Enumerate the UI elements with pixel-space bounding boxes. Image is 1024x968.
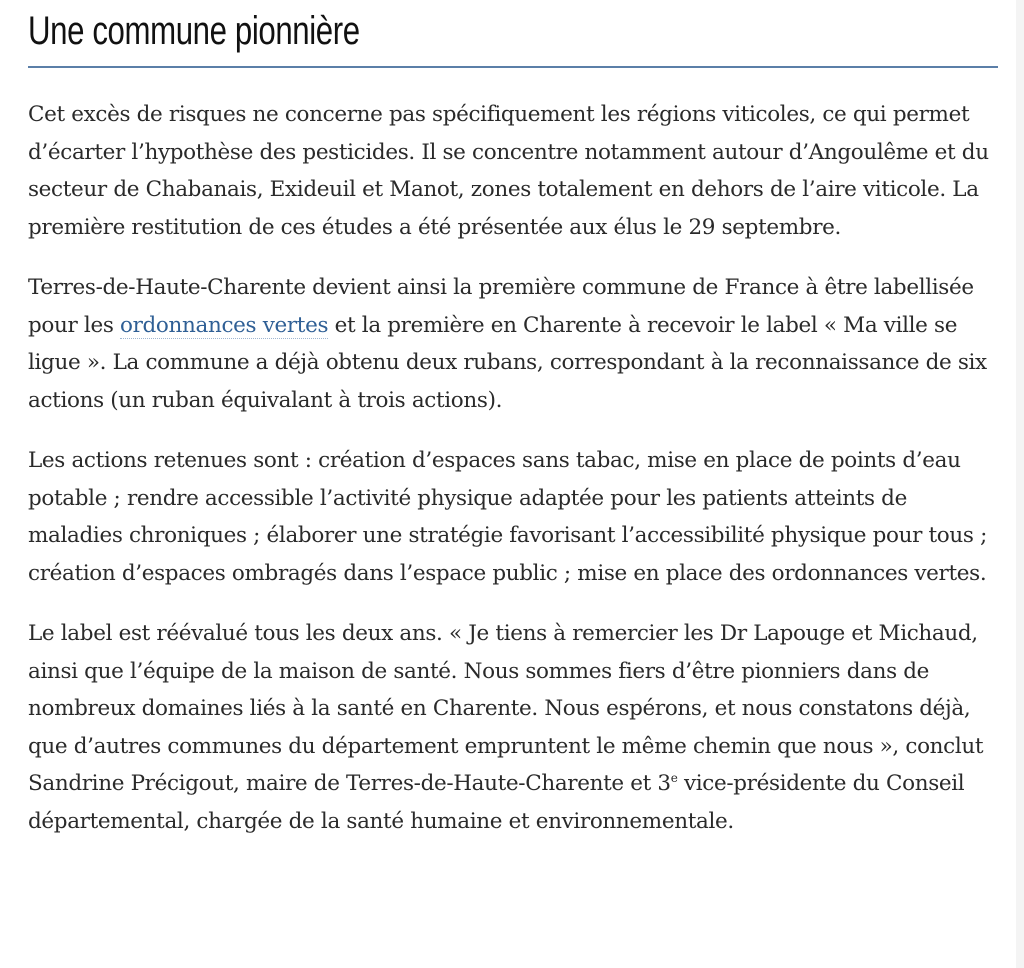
section-heading: Une commune pionnière	[28, 9, 360, 53]
paragraph-1: Cet excès de risques ne concerne pas spécifiquement les régions viticoles, ce qui permet d’écarter l’hypothèse des pesticides. Il se concentre notamment autour d’Angoulême et du secteur de Chabanais, Exideuil et Manot, zones totalement en dehors de l’aire viticole. La première restitution de ces études a été présentée aux élus le 29 septembre.	[28, 102, 989, 240]
paragraph-4	[28, 615, 998, 840]
paragraph-3: Les actions retenues sont : création d’espaces sans tabac, mise en place de points d’eau potable ; rendre accessible l’activité physique adaptée pour les patients atteints de maladies chroniques ; élaborer une stratégie favorisant l’accessibilité physique pour tous ; création d’espaces ombragés dans l’espace public ; mise en place des ordonnances vertes.	[28, 448, 987, 586]
paragraph-4-text-before: Le label est réévalué tous les deux ans. « Je tiens à remercier les Dr Lapouge et Michaud, ainsi que l’équipe de la maison de santé. Nous sommes fiers d’être pionniers dans de nombreux domaines liés à la santé en Charente. Nous espérons, et nous constatons déjà, que d’autres communes du département empruntent le même chemin que nous », conclut Sandrine Précigout, maire de Terres-de-Haute-Charente et 3	[28, 621, 984, 796]
paragraph-2-text-before: Terres-de-Haute-Charente devient ainsi la première commune de France à être labellisée pour les	[28, 275, 974, 338]
paragraph-2	[28, 269, 998, 419]
article	[28, 0, 998, 840]
page-edge	[1016, 0, 1024, 968]
ordinal-superscript: e	[670, 771, 678, 785]
ordonnances-vertes-link[interactable]: ordonnances vertes	[119, 312, 329, 338]
paragraph-2-text-after: et la première en Charente à recevoir le label « Ma ville se ligue ». La commune a déjà obtenu deux rubans, correspondant à la reconnaissance de six actions (un ruban équivalant à trois actions).	[28, 312, 987, 413]
heading-divider	[28, 66, 998, 68]
paragraph-4-text-after: vice-présidente du Conseil départemental, chargée de la santé humaine et environnementale.	[28, 771, 965, 834]
